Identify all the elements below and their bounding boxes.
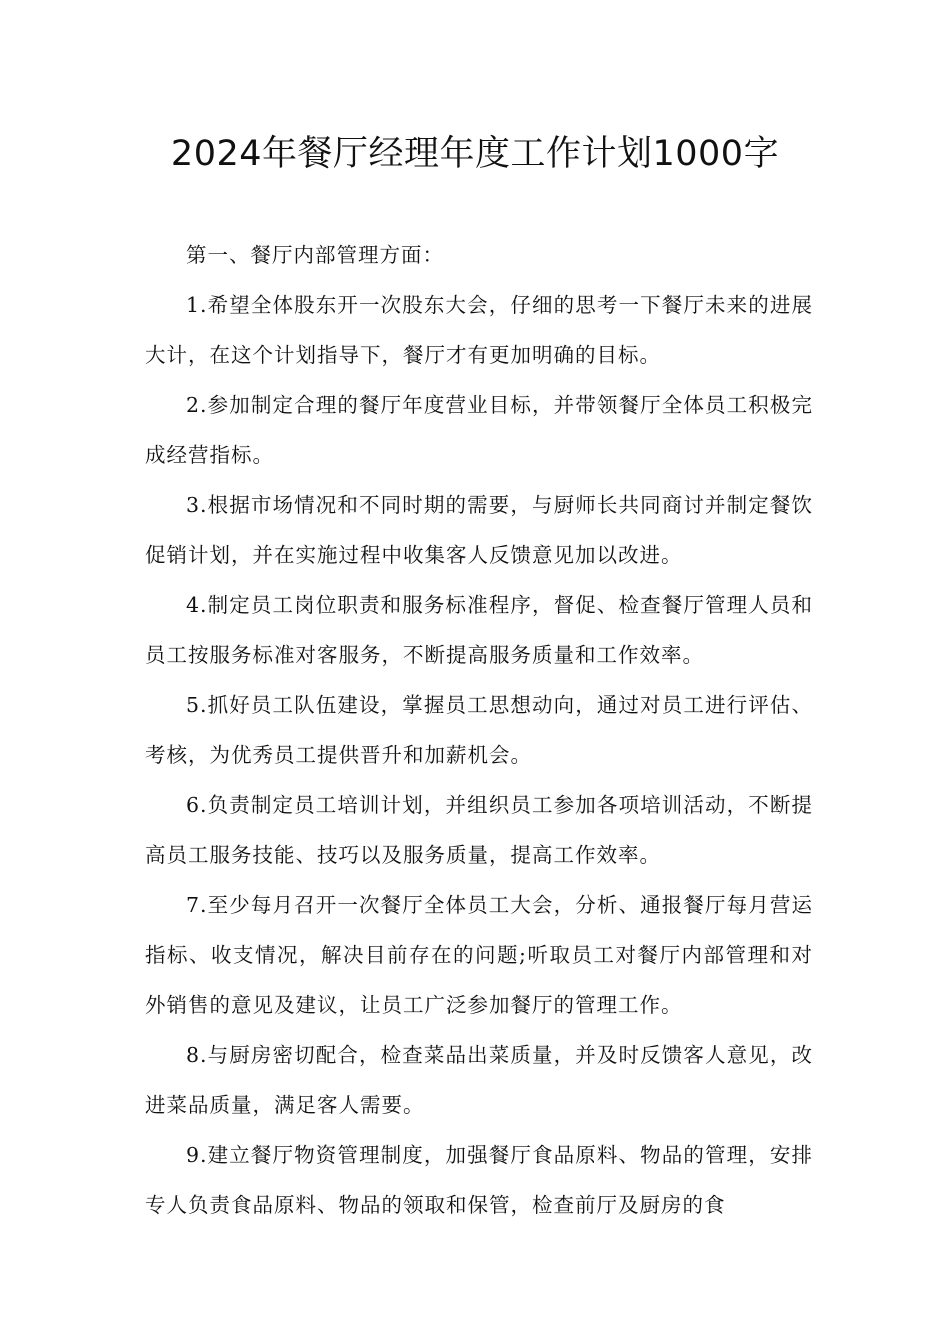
- paragraph-item-4: 4.制定员工岗位职责和服务标准程序，督促、检查餐厅管理人员和员工按服务标准对客服务，不断提高服务质量和工作效率。: [145, 593, 813, 667]
- paragraph-item-5: 5.抓好员工队伍建设，掌握员工思想动向，通过对员工进行评估、考核，为优秀员工提供晋升和加薪机会。: [145, 693, 813, 767]
- paragraph-item-9: 9.建立餐厅物资管理制度，加强餐厅食品原料、物品的管理，安排专人负责食品原料、物品的领取和保管，检查前厅及厨房的食: [145, 1143, 813, 1217]
- paragraph-item-3: 3.根据市场情况和不同时期的需要，与厨师长共同商讨并制定餐饮促销计划，并在实施过程中收集客人反馈意见加以改进。: [145, 493, 813, 567]
- paragraph-item-1: 1.希望全体股东开一次股东大会，仔细的思考一下餐厅未来的进展大计，在这个计划指导下，餐厅才有更加明确的目标。: [145, 293, 813, 367]
- section-heading: 第一、餐厅内部管理方面：: [186, 243, 444, 267]
- paragraph-item-7: 7.至少每月召开一次餐厅全体员工大会，分析、通报餐厅每月营运指标、收支情况，解决目前存在的问题;听取员工对餐厅内部管理和对外销售的意见及建议，让员工广泛参加餐厅的管理工作。: [145, 893, 813, 1017]
- paragraph-item-2: 2.参加制定合理的餐厅年度营业目标，并带领餐厅全体员工积极完成经营指标。: [145, 393, 813, 467]
- page-title: 2024年餐厅经理年度工作计划1000字: [170, 134, 780, 174]
- document-body: [145, 230, 813, 1230]
- paragraph-item-8: 8.与厨房密切配合，检查菜品出菜质量，并及时反馈客人意见，改进菜品质量，满足客人需要。: [145, 1043, 813, 1117]
- paragraph-item-6: 6.负责制定员工培训计划，并组织员工参加各项培训活动，不断提高员工服务技能、技巧以及服务质量，提高工作效率。: [145, 793, 813, 867]
